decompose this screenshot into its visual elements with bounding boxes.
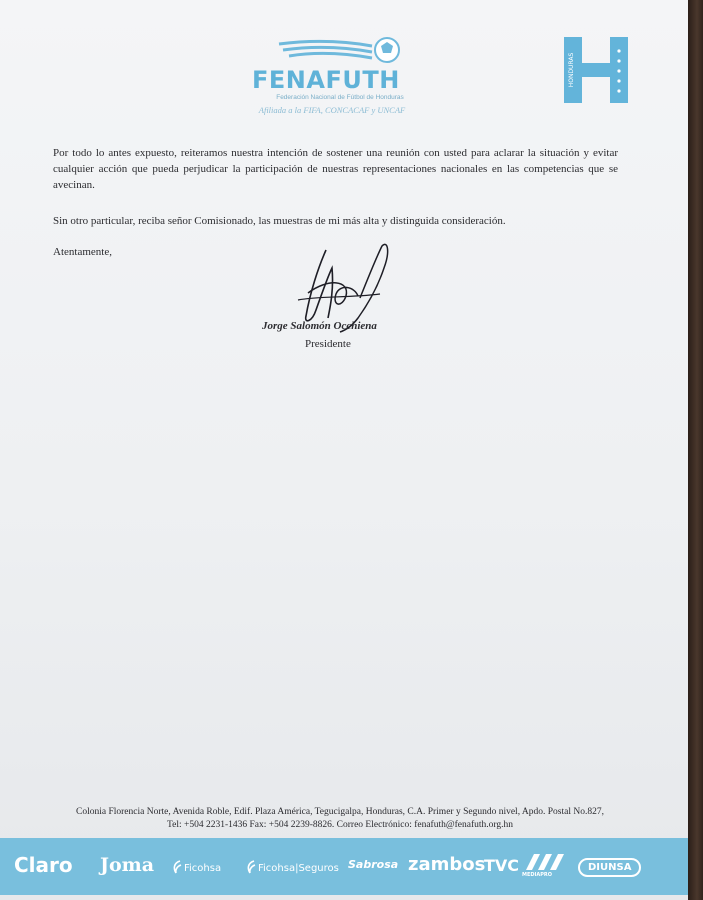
paragraph-closing-regards: Sin otro particular, reciba señor Comisionado, las muestras de mi más alta y distinguida consideración. (53, 215, 506, 227)
closing-salutation: Atentamente, (53, 246, 112, 258)
mediapro-logo-icon (522, 852, 566, 872)
sponsor-zambos: zambos (408, 854, 486, 875)
honduras-h-crest-icon (562, 35, 632, 105)
fenafuth-logo (222, 28, 442, 123)
sponsor-ficohsa-seguros-label: Ficohsa|Seguros (258, 863, 339, 874)
signer-title: Presidente (305, 338, 351, 350)
affiliation-line: Afiliada a la FIFA, CONCACAF y UNCAF (258, 105, 406, 115)
sponsor-band (0, 838, 688, 895)
signer-name: Jorge Salomón Occhiena (262, 320, 377, 332)
crest-vertical-text: HONDURAS (568, 52, 575, 88)
sponsor-claro: Claro (14, 853, 73, 877)
sponsor-ficohsa (172, 860, 221, 874)
address-line-2: Tel: +504 2231-1436 Fax: +504 2239-8826. Correo Electrónico: fenafuth@fenafuth.org.hn (166, 820, 514, 830)
football-swoosh-icon (277, 36, 407, 66)
footer-address (20, 806, 660, 832)
sponsor-mediapro: MEDIAPRO (522, 872, 553, 878)
federation-subtitle: Federación Nacional de Fútbol de Honduras (276, 94, 404, 101)
ficohsa-seguros-flame-icon (246, 860, 256, 874)
sponsor-tvc: TVC (484, 856, 520, 875)
sponsor-diunsa: DIUNSA (578, 858, 641, 877)
address-line-1: Colonia Florencia Norte, Avenida Roble, Edif. Plaza América, Tegucigalpa, Honduras, C.A. Primer y Segundo nivel, Apdo. Postal No.827, (76, 807, 604, 817)
ficohsa-flame-icon (172, 860, 182, 874)
sponsor-ficohsa-seguros (246, 860, 339, 874)
sponsor-joma: Joma (100, 854, 155, 876)
sponsor-sabrosa: Sabrosa (348, 858, 399, 871)
paragraph-meeting-request: Por todo lo antes expuesto, reiteramos nuestra intención de sostener una reunión con usted para aclarar la situación y evitar cualquier acción que pueda perjudicar la participación de nuestras representaciones nacionales en las competencias que se avecinan. (53, 147, 618, 191)
desk-background (688, 0, 703, 900)
sponsor-ficohsa-label: Ficohsa (184, 863, 222, 874)
brand-name: FENAFUTH (252, 66, 400, 94)
